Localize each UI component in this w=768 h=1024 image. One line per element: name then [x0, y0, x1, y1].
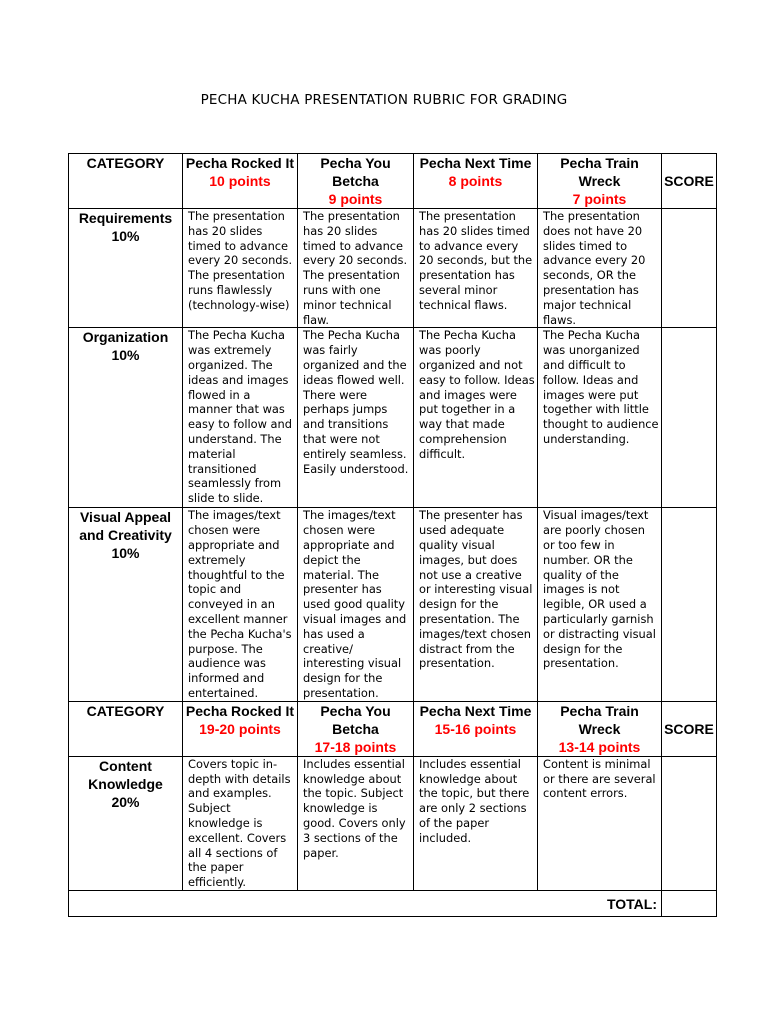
- category-header: CATEGORY: [69, 154, 183, 209]
- category-weight: 10%: [111, 545, 140, 562]
- total-label-cell: [69, 890, 662, 916]
- header-row-1: [69, 154, 717, 209]
- document-title: PECHA KUCHA PRESENTATION RUBRIC FOR GRADING: [200, 92, 568, 108]
- rubric-row-visual-appeal: [69, 508, 717, 701]
- total-label: TOTAL:: [606, 895, 657, 912]
- criteria-cell: The images/text chosen were appropriate and extremely thoughtful to the topic and conveyed in an excellent manner the Pecha Kucha's purpose. The audience was informed and entertained.: [183, 508, 298, 701]
- level-header-you-betcha: [298, 701, 414, 756]
- level-points: 9 points: [328, 191, 383, 207]
- level-title: Pecha Train Wreck: [560, 702, 639, 737]
- level-title: Pecha Next Time: [419, 702, 532, 719]
- category-cell: [69, 209, 183, 328]
- category-cell: [69, 508, 183, 701]
- score-header: SCORE: [662, 701, 717, 756]
- total-score-cell[interactable]: [662, 890, 717, 916]
- header-row-2: [69, 701, 717, 756]
- criteria-cell: Includes essential knowledge about the topic. Subject knowledge is good. Covers only 3 sections of the paper.: [298, 756, 414, 890]
- criteria-cell: The images/text chosen were appropriate and depict the material. The presenter has used good quality visual images and has used a creative/ interesting visual design for the presentation.: [298, 508, 414, 701]
- category-header: CATEGORY: [69, 701, 183, 756]
- score-cell[interactable]: [662, 756, 717, 890]
- level-header-next-time: [414, 701, 538, 756]
- criteria-cell: The presentation has 20 slides timed to advance every 20 seconds. The presentation runs flawlessly (technology-wise): [183, 209, 298, 328]
- criteria-cell: The presentation has 20 slides timed to advance every 20 seconds. The presentation runs with one minor technical flaw.: [298, 209, 414, 328]
- criteria-cell: Covers topic in-depth with details and examples. Subject knowledge is excellent. Covers all 4 sections of the paper efficiently.: [183, 756, 298, 890]
- level-points: 19-20 points: [199, 720, 281, 737]
- score-cell[interactable]: [662, 508, 717, 701]
- criteria-cell: The Pecha Kucha was fairly organized and the ideas flowed well. There were perhaps jumps and transitions that were not entirely seamless. Easily understood.: [298, 328, 414, 508]
- level-points: 13-14 points: [558, 738, 641, 755]
- score-header: SCORE: [662, 154, 717, 209]
- rubric-row-content-knowledge: [69, 756, 717, 890]
- level-title: Pecha Train Wreck: [560, 155, 639, 189]
- category-name: Requirements: [78, 210, 173, 226]
- total-row: [69, 890, 717, 916]
- rubric-row-requirements: [69, 209, 717, 328]
- level-title: Pecha Rocked It: [185, 702, 295, 719]
- category-weight: 20%: [111, 793, 140, 810]
- level-header-train-wreck: [538, 701, 662, 756]
- level-title: Pecha You Betcha: [320, 155, 391, 189]
- category-weight: 10%: [111, 347, 140, 364]
- level-points: 15-16 points: [434, 720, 517, 737]
- level-points: 10 points: [209, 173, 271, 189]
- rubric-row-organization: [69, 328, 717, 508]
- category-cell: [69, 328, 183, 508]
- level-title: Pecha You Betcha: [320, 702, 391, 737]
- level-header-rocked-it: [183, 154, 298, 209]
- criteria-cell: Visual images/text are poorly chosen or too few in number. OR the quality of the images is not legible, OR used a particularly garnish or distracting visual design for the presentation.: [538, 508, 662, 701]
- category-weight: 10%: [111, 228, 140, 244]
- level-header-next-time: [414, 154, 538, 209]
- level-points: 7 points: [572, 191, 627, 207]
- category-name: Visual Appeal and Creativity: [79, 509, 172, 544]
- level-title: Pecha Next Time: [419, 155, 532, 171]
- rubric-table: [68, 153, 717, 917]
- score-cell[interactable]: [662, 328, 717, 508]
- criteria-cell: The presentation does not have 20 slides timed to advance every 20 seconds, OR the presentation has major technical flaws.: [538, 209, 662, 328]
- category-name: Content Knowledge: [88, 757, 163, 792]
- level-header-rocked-it: [183, 701, 298, 756]
- criteria-cell: The Pecha Kucha was unorganized and difficult to follow. Ideas and images were put together with little thought to audience understanding.: [538, 328, 662, 508]
- score-cell[interactable]: [662, 209, 717, 328]
- criteria-cell: The Pecha Kucha was extremely organized. The ideas and images flowed in a manner that was easy to follow and understand. The material transitioned seamlessly from slide to slide.: [183, 328, 298, 508]
- level-points: 8 points: [448, 173, 503, 189]
- category-cell: [69, 756, 183, 890]
- criteria-cell: Includes essential knowledge about the topic, but there are only 2 sections of the paper included.: [414, 756, 538, 890]
- level-points: 17-18 points: [314, 738, 397, 755]
- criteria-cell: The presenter has used adequate quality visual images, but does not use a creative or interesting visual design for the presentation. The images/text chosen distract from the presentation.: [414, 508, 538, 701]
- criteria-cell: Content is minimal or there are several content errors.: [538, 756, 662, 890]
- level-header-train-wreck: [538, 154, 662, 209]
- level-title: Pecha Rocked It: [185, 155, 295, 171]
- category-name: Organization: [82, 329, 169, 346]
- level-header-you-betcha: [298, 154, 414, 209]
- criteria-cell: The presentation has 20 slides timed to advance every 20 seconds, but the presentation has several minor technical flaws.: [414, 209, 538, 328]
- criteria-cell: The Pecha Kucha was poorly organized and not easy to follow. Ideas and images were put together in a way that made comprehension difficult.: [414, 328, 538, 508]
